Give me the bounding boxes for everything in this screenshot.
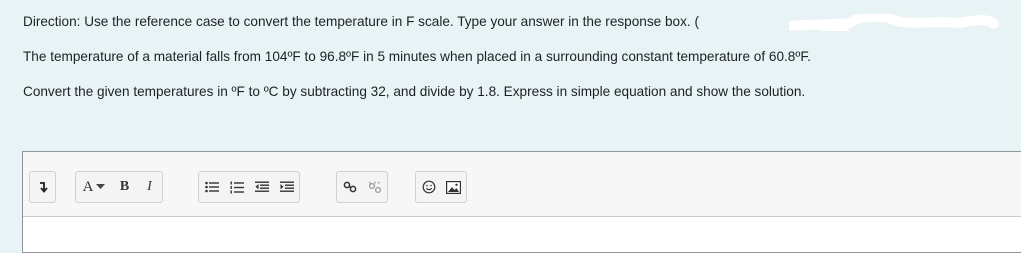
toolbar-group-insert — [415, 171, 467, 203]
instruction-text: Convert the given temperatures in ºF to ºC by subtracting 32, and divide by 1.8. Express in simple equation and show the solution. — [23, 84, 806, 99]
response-editor — [22, 151, 1021, 253]
image-icon — [446, 181, 461, 194]
chevron-down-icon — [96, 184, 105, 190]
problem-text: The temperature of a material falls from 104ºF to 96.8ºF in 5 minutes when placed in a surrounding constant temperature of 60.8ºF. — [23, 49, 811, 64]
toolbar-group-links — [336, 171, 388, 203]
ordered-list-icon — [230, 181, 244, 194]
emoji-icon — [422, 180, 436, 194]
unlink-button[interactable] — [362, 173, 387, 201]
outdent-button[interactable] — [249, 173, 274, 201]
indent-button[interactable] — [274, 173, 299, 201]
unlink-icon — [368, 181, 382, 194]
unordered-list-icon — [205, 181, 219, 193]
toolbar-group-style — [75, 171, 163, 203]
bold-icon: B — [119, 179, 130, 194]
ordered-list-button[interactable] — [224, 173, 249, 201]
emoji-button[interactable] — [416, 173, 441, 201]
editor-toolbar — [23, 152, 1021, 217]
italic-icon: I — [147, 179, 152, 194]
direction-text — [23, 12, 1013, 32]
italic-button[interactable] — [137, 173, 162, 201]
toolbar-group-collapse — [29, 171, 56, 203]
link-icon — [343, 181, 357, 193]
redaction-scribble — [789, 14, 999, 32]
font-color-button[interactable] — [76, 173, 112, 201]
unordered-list-button[interactable] — [199, 173, 224, 201]
collapse-toolbar-button[interactable] — [30, 173, 55, 201]
image-button[interactable] — [441, 173, 466, 201]
font-color-icon: A — [82, 178, 94, 195]
indent-icon — [280, 181, 294, 193]
bold-button[interactable] — [112, 173, 137, 201]
toolbar-group-lists — [198, 171, 300, 203]
question-text — [23, 12, 1013, 117]
direction-label: Direction: Use the reference case to convert the temperature in F scale. Type your answer in the response box. ( — [23, 14, 699, 29]
link-button[interactable] — [337, 173, 362, 201]
collapse-toolbar-icon — [37, 180, 49, 194]
outdent-icon — [255, 181, 269, 193]
response-text-area[interactable] — [23, 217, 1021, 252]
